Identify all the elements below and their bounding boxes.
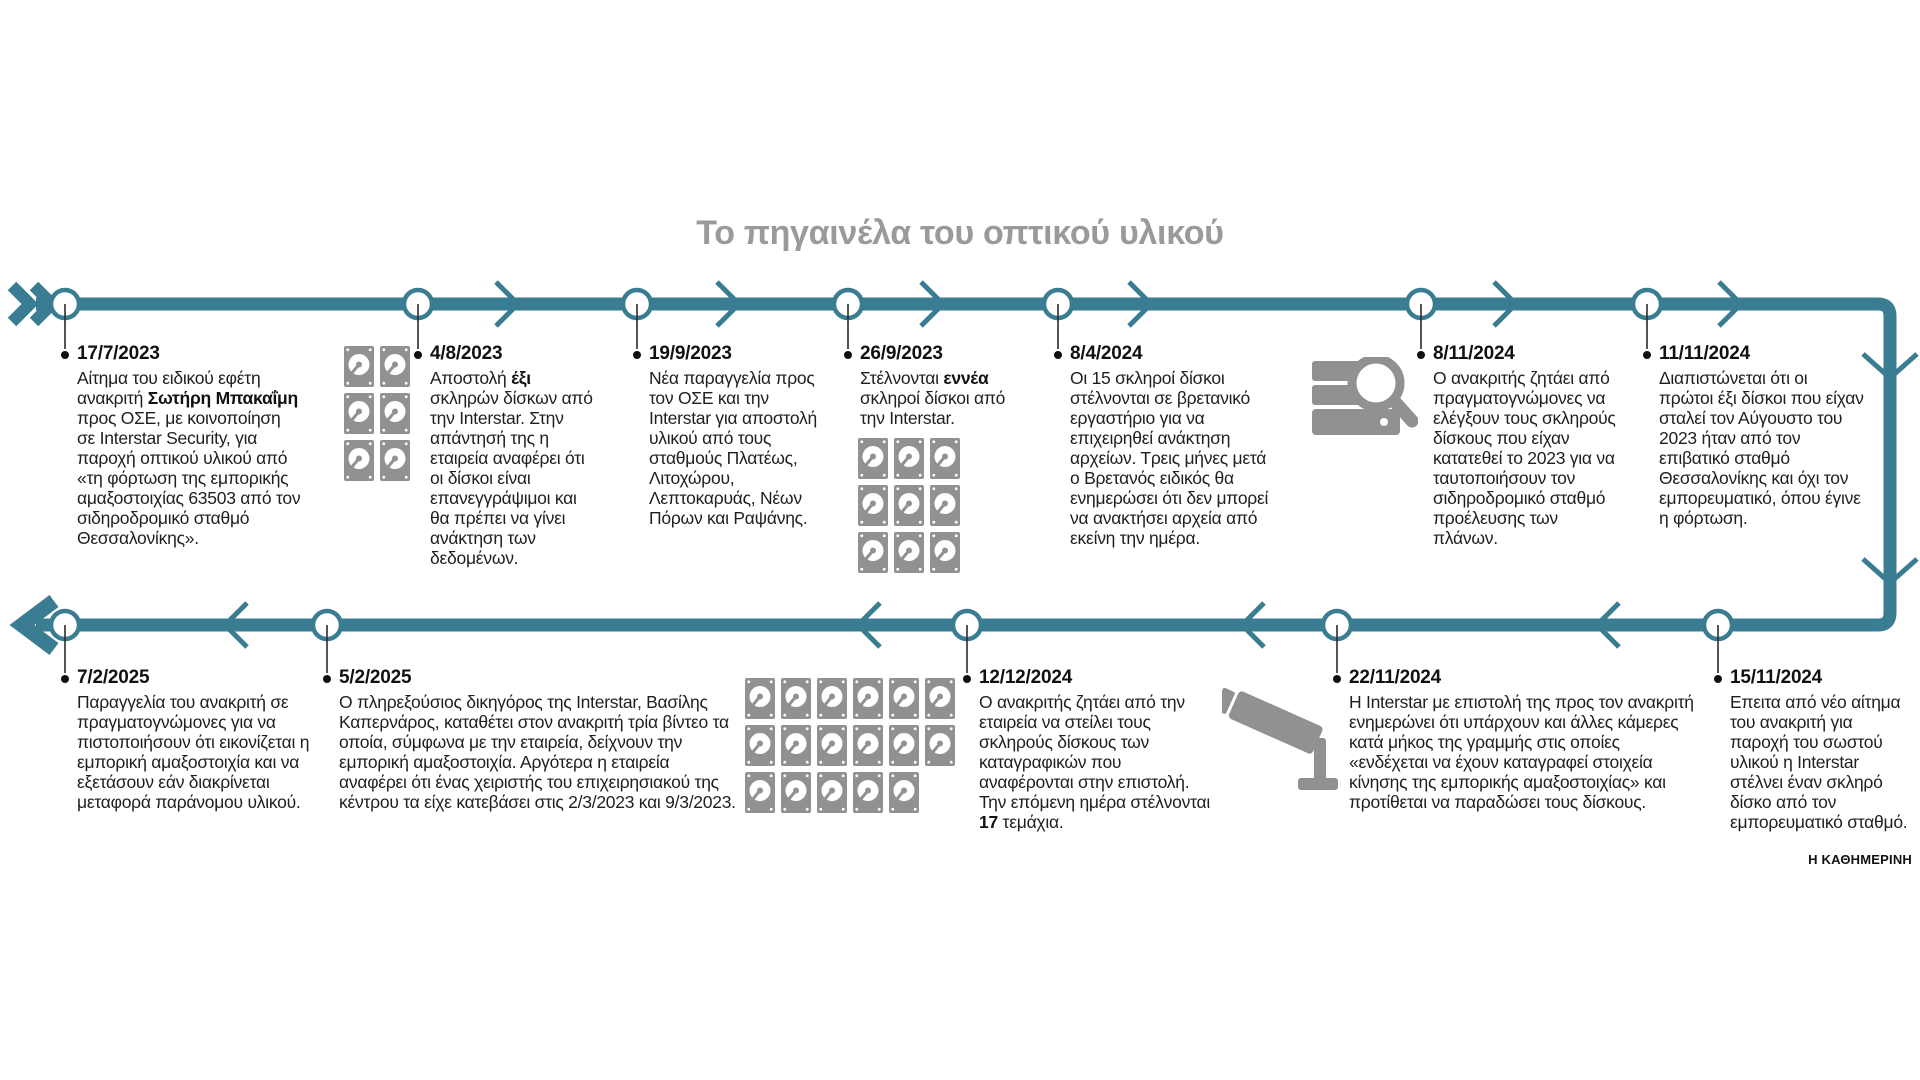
timeline-entry-12-12-2024 [979,667,1214,832]
entry-date: 22/11/2024 [1349,667,1442,688]
entry-date: 4/8/2023 [430,343,503,364]
hdd-icon [745,678,775,719]
entry-body [649,368,819,528]
entry-body [430,368,600,568]
hdd-icon [889,772,919,813]
timeline-entry-8-4-2024 [1070,343,1280,548]
entry-text: Ο ανακριτής ζητάει από την εταιρεία να στείλει τους σκληρούς δίσκους των καταγραφικών που αναφέρονται στην επιστολή. Την επόμενη ημέρα στέλνονται [979,692,1210,812]
entry-date: 26/9/2023 [860,343,943,364]
entry-body [77,692,312,812]
hdd-icon [745,772,775,813]
entry-date: 8/4/2024 [1070,343,1143,364]
hdd-icon [344,440,374,481]
hdd-icon [380,440,410,481]
entry-text: Στέλνονται [860,368,944,388]
entry-date: 12/12/2024 [979,667,1073,688]
entry-date: 15/11/2024 [1730,667,1823,688]
hdd-grid-icon [344,346,410,481]
entry-text: Νέα παραγγελία προς τον ΟΣΕ και την Interstar για αποστολή υλικού από τους σταθμούς Πλατέως, Λιτοχώρου, Λεπτοκαρυάς, Νέων Πόρων και Ραψάνης. [649,368,817,528]
hdd-icon [930,485,960,526]
timeline-entry-15-11-2024 [1730,667,1915,832]
entry-body [1070,368,1280,548]
entry-text: Παραγγελία του ανακριτή σε πραγματογνώμονες για να πιστοποιήσουν ότι εικονίζεται η εμπορική αμαξοστοιχία και να εξετάσουν εάν διακρίνεται μεταφορά παράνομου υλικού. [77,692,310,812]
entry-body [339,692,739,812]
entry-text: σκληρών δίσκων από την Interstar. Στην απάντησή της η εταιρεία αναφέρει ότι οι δίσκοι είναι επανεγγράψιμοι και θα πρέπει να γίνει ανάκτηση των δεδομένων. [430,388,593,568]
hdd-icon [380,346,410,387]
entry-text: Επειτα από νέο αίτημα του ανακριτή για παροχή του σωστού υλικού η Interstar στέλνει έναν σκληρό δίσκο από τον εμπορευματικό σταθμό. [1730,692,1908,832]
entry-text: προς ΟΣΕ, με κοινοποίηση σε Interstar Security, για παροχή οπτικού υλικού από «τη φόρτωση της εμπορικής αμαξοστοιχίας 63503 από τον σιδηροδρομικό σταθμό Θεσσαλονίκης». [77,408,301,548]
hdd-icon [853,725,883,766]
entry-text: Αποστολή [430,368,512,388]
hdd-icon [858,532,888,573]
hdd-icon [853,772,883,813]
timeline-entry-5-2-2025 [339,667,739,812]
timeline-entry-26-9-2023 [860,343,1025,428]
hdd-icon [817,772,847,813]
timeline-entry-11-11-2024 [1659,343,1864,528]
entry-text: Οι 15 σκληροί δίσκοι στέλνονται σε βρετανικό εργαστήριο για να επιχειρηθεί ανάκτηση αρχείων. Τρεις μήνες μετά ο Βρετανός ειδικός θα ενημερώσει ότι δεν μπορεί να ανακτήσει αρχεία από εκείνη την ημέρα. [1070,368,1269,548]
entry-date: 11/11/2024 [1659,343,1750,364]
timeline-entry-4-8-2023 [430,343,600,568]
hdd-icon [817,725,847,766]
hdd-icon [925,725,955,766]
entry-date: 5/2/2025 [339,667,412,688]
hdd-icon [745,725,775,766]
infographic-title: Το πηγαινέλα του οπτικού υλικού [696,214,1224,252]
timeline-entry-22-11-2024 [1349,667,1694,812]
hdd-icon [344,346,374,387]
entry-text-bold: έξι [511,368,531,388]
hdd-icon [889,725,919,766]
entry-body [1659,368,1864,528]
entry-text: Η Interstar με επιστολή της προς τον ανακριτή ενημερώνει ότι υπάρχουν και άλλες κάμερες κατά μήκος της γραμμής στις οποίες «ενδέχεται να έχουν καταγραφεί στοιχεία κίνησης της εμπορικής αμαξοστοιχίας» και προτίθεται να παραδώσει τους δίσκους. [1349,692,1694,812]
publisher-credit: Η ΚΑΘΗΜΕΡΙΝΗ [1808,852,1912,867]
hdd-grid-icon [858,438,960,573]
drives-search-icon [1312,357,1418,449]
hdd-icon [817,678,847,719]
timeline-entry-17-7-2023 [77,343,302,548]
entry-date: 17/7/2023 [77,343,160,364]
timeline-entry-7-2-2025 [77,667,312,812]
entry-body [1349,692,1694,812]
entry-date: 7/2/2025 [77,667,150,688]
entry-text-bold: εννέα [943,368,989,388]
hdd-icon [925,678,955,719]
entry-text: Ο πληρεξούσιος δικηγόρος της Interstar, Βασίλης Καπερνάρος, καταθέτει στον ανακριτή τρία βίντεο τα οποία, σύμφωνα με την εταιρεία, δείχνουν την εμπορική αμαξοστοιχία. Αργότερα η εταιρεία αναφέρει ότι ένας χειριστής του επιχειρησιακού της κέντρου τα είχε κατεβάσει στις 2/3/2023 και 9/3/2023. [339,692,736,812]
hdd-icon [781,678,811,719]
entry-body [979,692,1214,832]
entry-date: 19/9/2023 [649,343,732,364]
hdd-icon [858,438,888,479]
timeline-start-arrow [12,286,52,322]
entry-text: Αίτημα του ειδικού εφέτη ανακριτή [77,368,261,408]
hdd-icon [894,438,924,479]
hdd-icon [781,725,811,766]
cctv-camera-icon [1222,682,1340,797]
entry-body [1730,692,1915,832]
hdd-icon [853,678,883,719]
entry-text: σκληροί δίσκοι από την Interstar. [860,388,1006,428]
hdd-icon [894,485,924,526]
entry-text: τεμάχια. [997,812,1064,832]
entry-body [1433,368,1623,548]
hdd-icon [930,438,960,479]
entry-date: 8/11/2024 [1433,343,1515,364]
entry-text-bold: Σωτήρη Μπακαΐμη [147,388,298,408]
entry-text-bold: 17 [979,812,998,832]
entry-body [860,368,1025,428]
hdd-icon [930,532,960,573]
entry-text: Διαπιστώνεται ότι οι πρώτοι έξι δίσκοι που είχαν σταλεί τον Αύγουστο του 2023 ήταν από τον επιβατικό σταθμό Θεσσαλονίκης και όχι τον εμπορευματικό, όπου έγινε η φόρτωση. [1659,368,1864,528]
timeline-entry-8-11-2024 [1433,343,1623,548]
hdd-grid-icon [745,678,955,813]
hdd-icon [858,485,888,526]
hdd-icon [781,772,811,813]
hdd-icon [380,393,410,434]
hdd-icon [344,393,374,434]
entry-text: Ο ανακριτής ζητάει από πραγματογνώμονες να ελέγξουν τους σκληρούς δίσκους που είχαν κατατεθεί το 2023 για να ταυτοποιήσουν τον σιδηροδρομικό σταθμό προέλευσης των πλάνων. [1433,368,1616,548]
hdd-icon [889,678,919,719]
hdd-icon [894,532,924,573]
timeline-entry-19-9-2023 [649,343,819,528]
entry-body [77,368,302,548]
